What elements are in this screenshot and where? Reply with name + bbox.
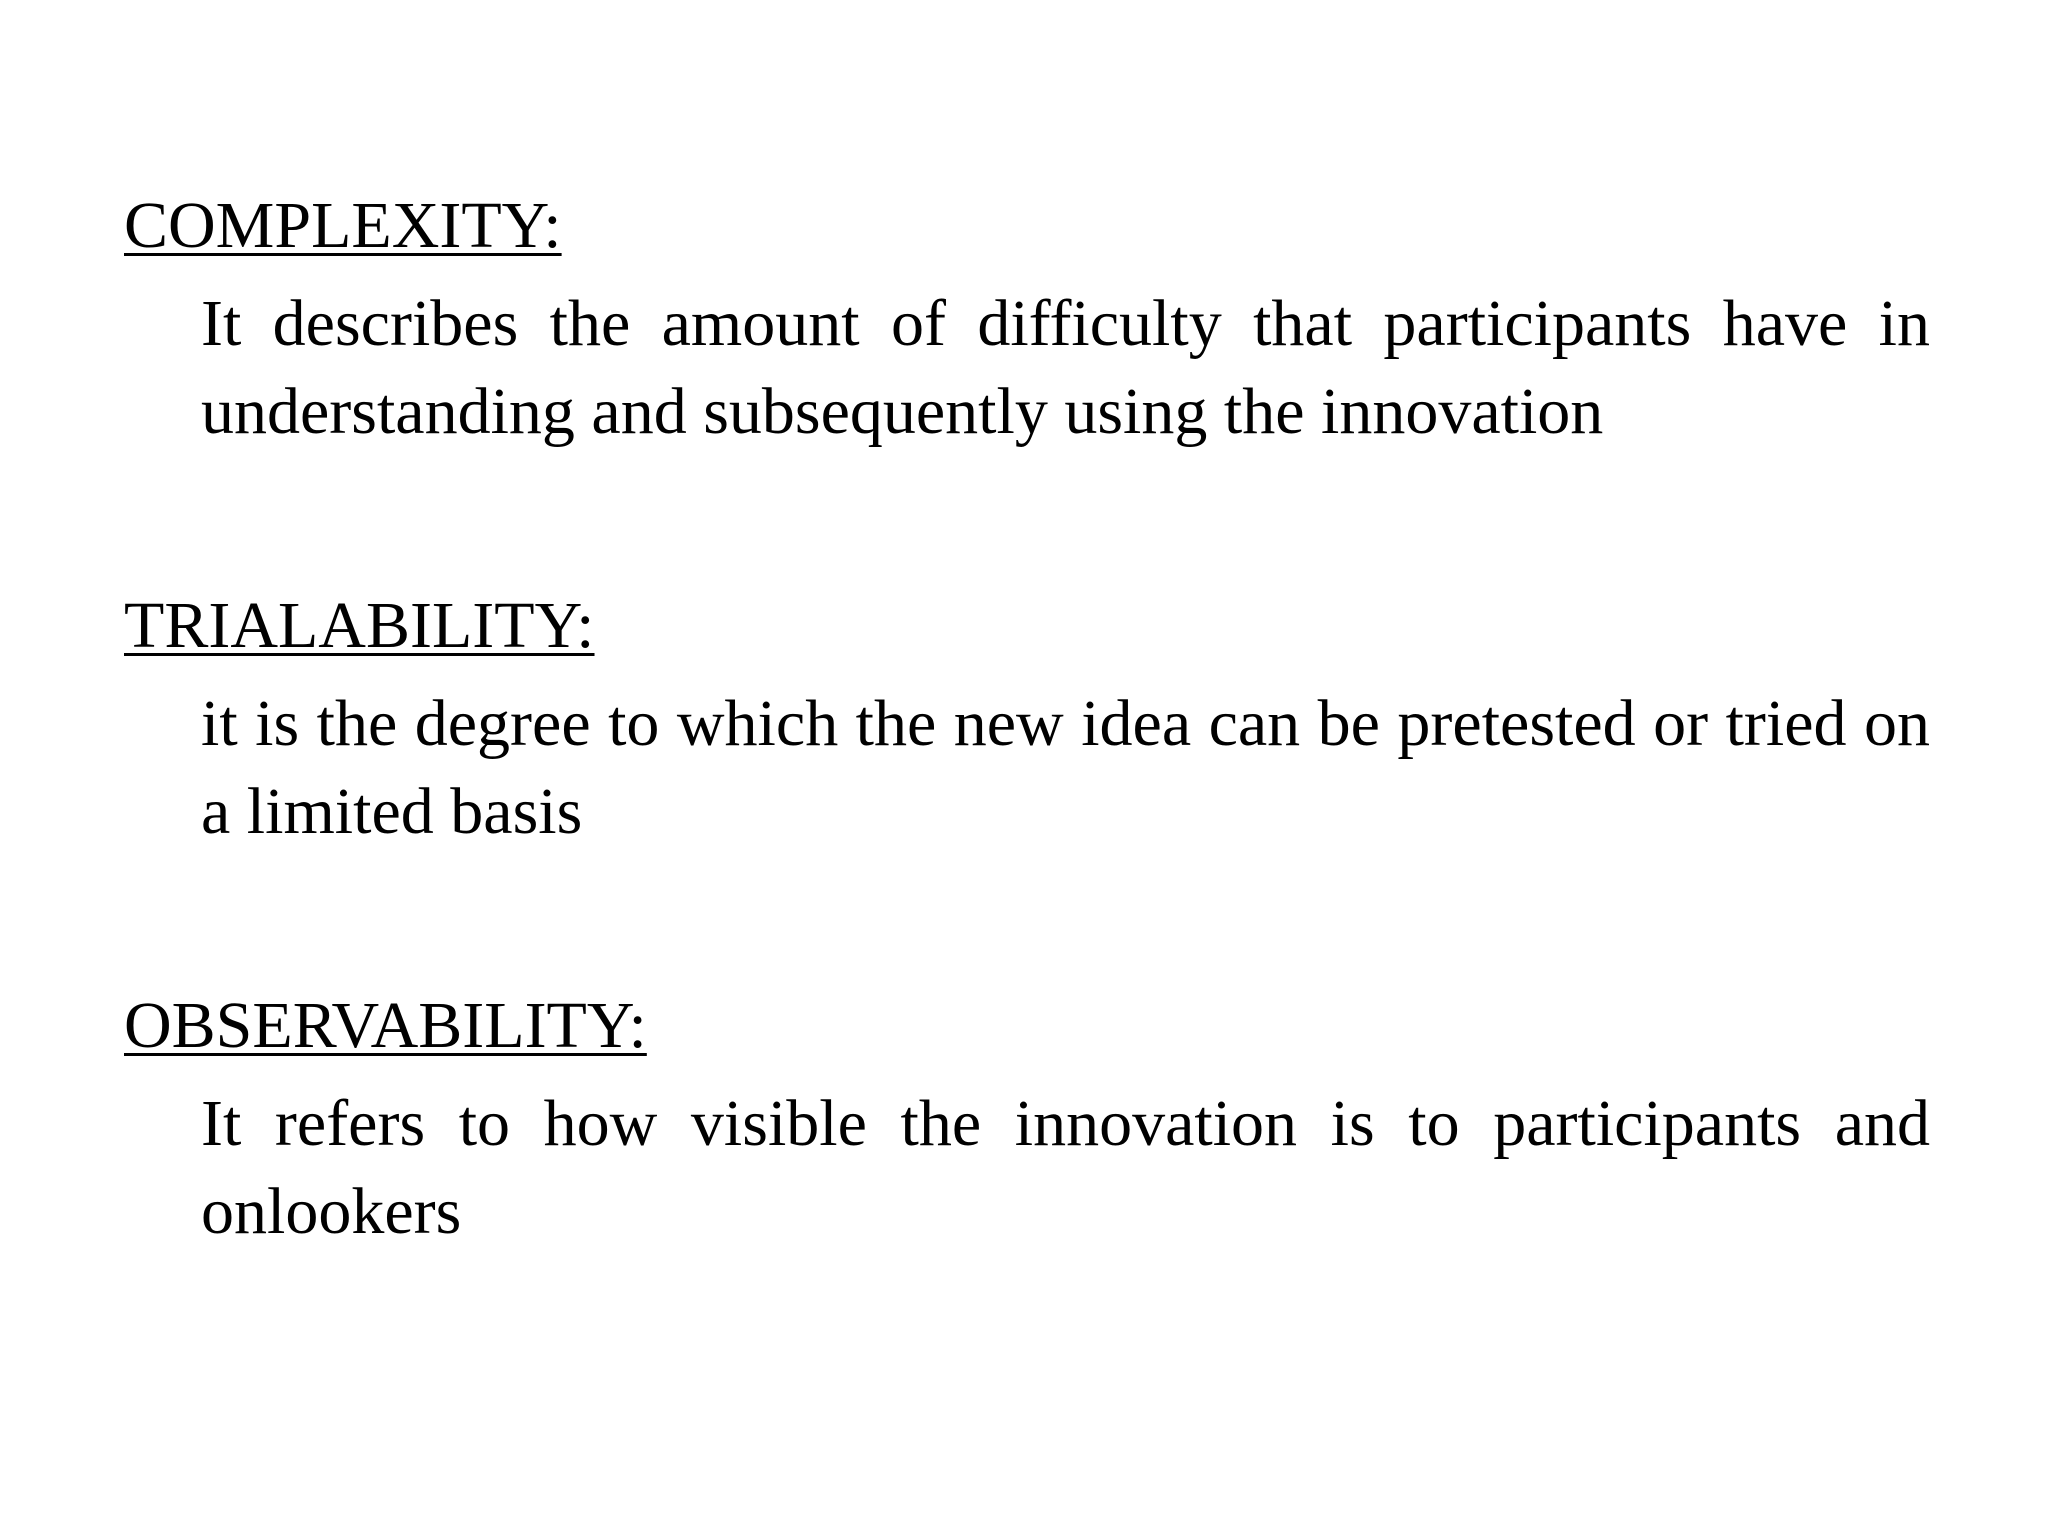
- section-observability: [124, 986, 1930, 1256]
- heading-observability: OBSERVABILITY:: [124, 989, 647, 1062]
- description-trialability: it is the degree to which the new idea can be pretested or tried on a limited basis: [201, 687, 1930, 848]
- heading-complexity: COMPLEXITY:: [124, 189, 562, 262]
- section-trialability: [124, 586, 1930, 856]
- description-complexity: It describes the amount of difficulty that participants have in understanding and subsequently using the innovation: [201, 287, 1930, 448]
- section-complexity: [124, 186, 1930, 456]
- description-observability: It refers to how visible the innovation is to participants and onlookers: [201, 1087, 1930, 1248]
- heading-trialability: TRIALABILITY:: [124, 589, 595, 662]
